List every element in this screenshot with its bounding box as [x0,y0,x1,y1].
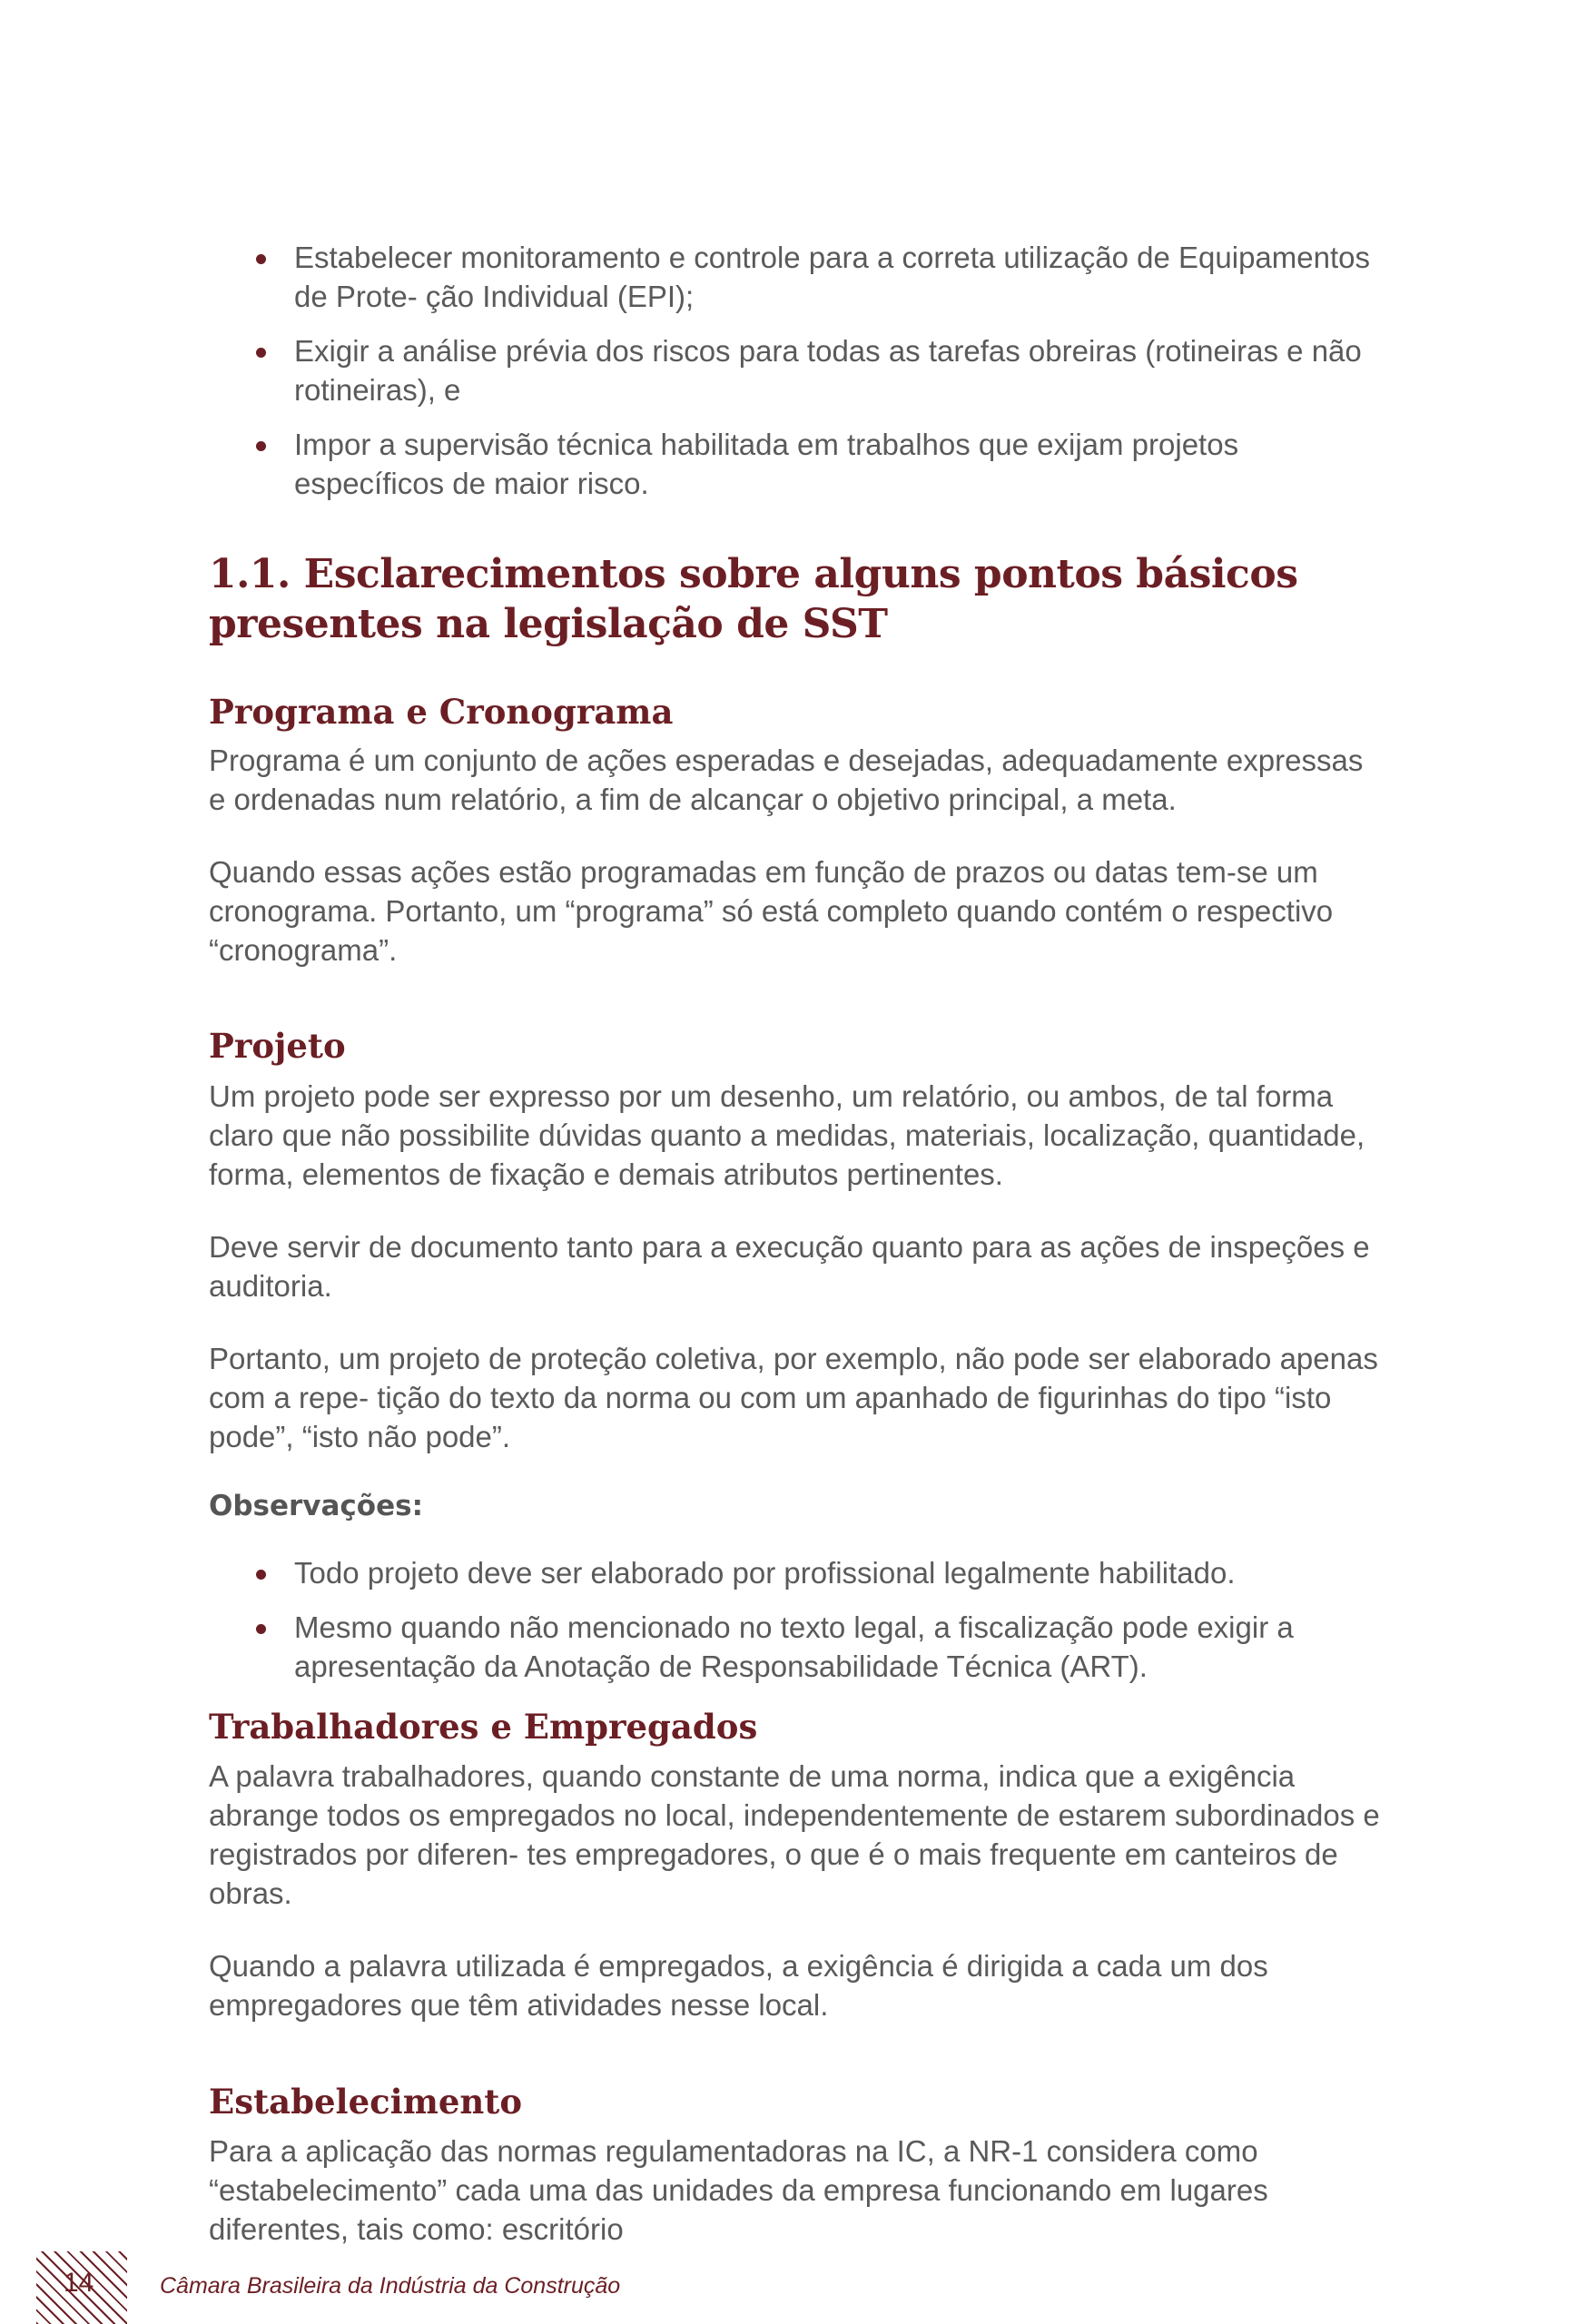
publisher-name: Câmara Brasileira da Indústria da Construção [160,2273,621,2299]
page-content [209,238,1380,2249]
observations-list [209,1553,1380,1686]
trabalhadores-paragraph-2: Quando a palavra utilizada é empregados, a exigência é dirigida a cada um dos empregadores que têm atividades nesse local. [209,1949,1268,2022]
page-number: 14 [64,2268,94,2298]
trabalhadores-paragraph-1: A palavra trabalhadores, quando constante de uma norma, indica que a exigência abrange todos os empregados no local, independentemente de estarem subordinados e registrados por diferen- tes empregadores, o que é o mais frequente em canteiros de obras. [209,1759,1380,1910]
observations-label: Observações: [209,1490,423,1522]
programa-paragraph-2: Quando essas ações estão programadas em função de prazos ou datas tem-se um cronograma. Portanto, um “programa” só está completo quando contém o respectivo “cronograma”. [209,855,1334,967]
estabelecimento-heading: Estabelecimento [209,2082,523,2122]
list-item: Estabelecer monitoramento e controle para a correta utilização de Equipamentos de Prote- ção Individual (EPI); [209,238,1380,316]
list-item: Exigir a análise prévia dos riscos para todas as tarefas obreiras (rotineiras e não rotineiras), e [209,331,1380,409]
list-item: Mesmo quando não mencionado no texto legal, a fiscalização pode exigir a apresentação da Anotação de Responsabilidade Técnica (ART). [209,1608,1380,1686]
projeto-paragraph-2: Deve servir de documento tanto para a execução quanto para as ações de inspeções e auditoria. [209,1230,1370,1303]
list-item: Todo projeto deve ser elaborado por profissional legalmente habilitado. [209,1553,1380,1592]
projeto-paragraph-1: Um projeto pode ser expresso por um desenho, um relatório, ou ambos, de tal forma claro que não possibilite dúvidas quanto a medidas, materiais, localização, quantidade, forma, elementos de fixação e demais atributos pertinentes. [209,1079,1365,1191]
projeto-paragraph-3: Portanto, um projeto de proteção coletiva, por exemplo, não pode ser elaborado apenas com a repe- tição do texto da norma ou com um apanhado de figurinhas do tipo “isto pode”, “isto não pode”. [209,1342,1378,1453]
section-heading: 1.1. Esclarecimentos sobre alguns pontos básicos presentes na legislação de SST [209,551,1298,647]
estabelecimento-paragraph-1: Para a aplicação das normas regulamentadoras na IC, a NR-1 considera como “estabelecimento” cada uma das unidades da empresa funcionando em lugares diferentes, tais como: escritório [209,2134,1268,2246]
projeto-heading: Projeto [209,1026,346,1066]
programa-heading: Programa e Cronograma [209,692,674,732]
intro-bullet-list [209,238,1380,503]
trabalhadores-heading: Trabalhadores e Empregados [209,1707,758,1747]
page-footer [0,2224,1577,2324]
programa-paragraph-1: Programa é um conjunto de ações esperadas e desejadas, adequadamente expressas e ordenadas num relatório, a fim de alcançar o objetivo principal, a meta. [209,743,1364,816]
list-item: Impor a supervisão técnica habilitada em trabalhos que exijam projetos específicos de maior risco. [209,425,1380,503]
